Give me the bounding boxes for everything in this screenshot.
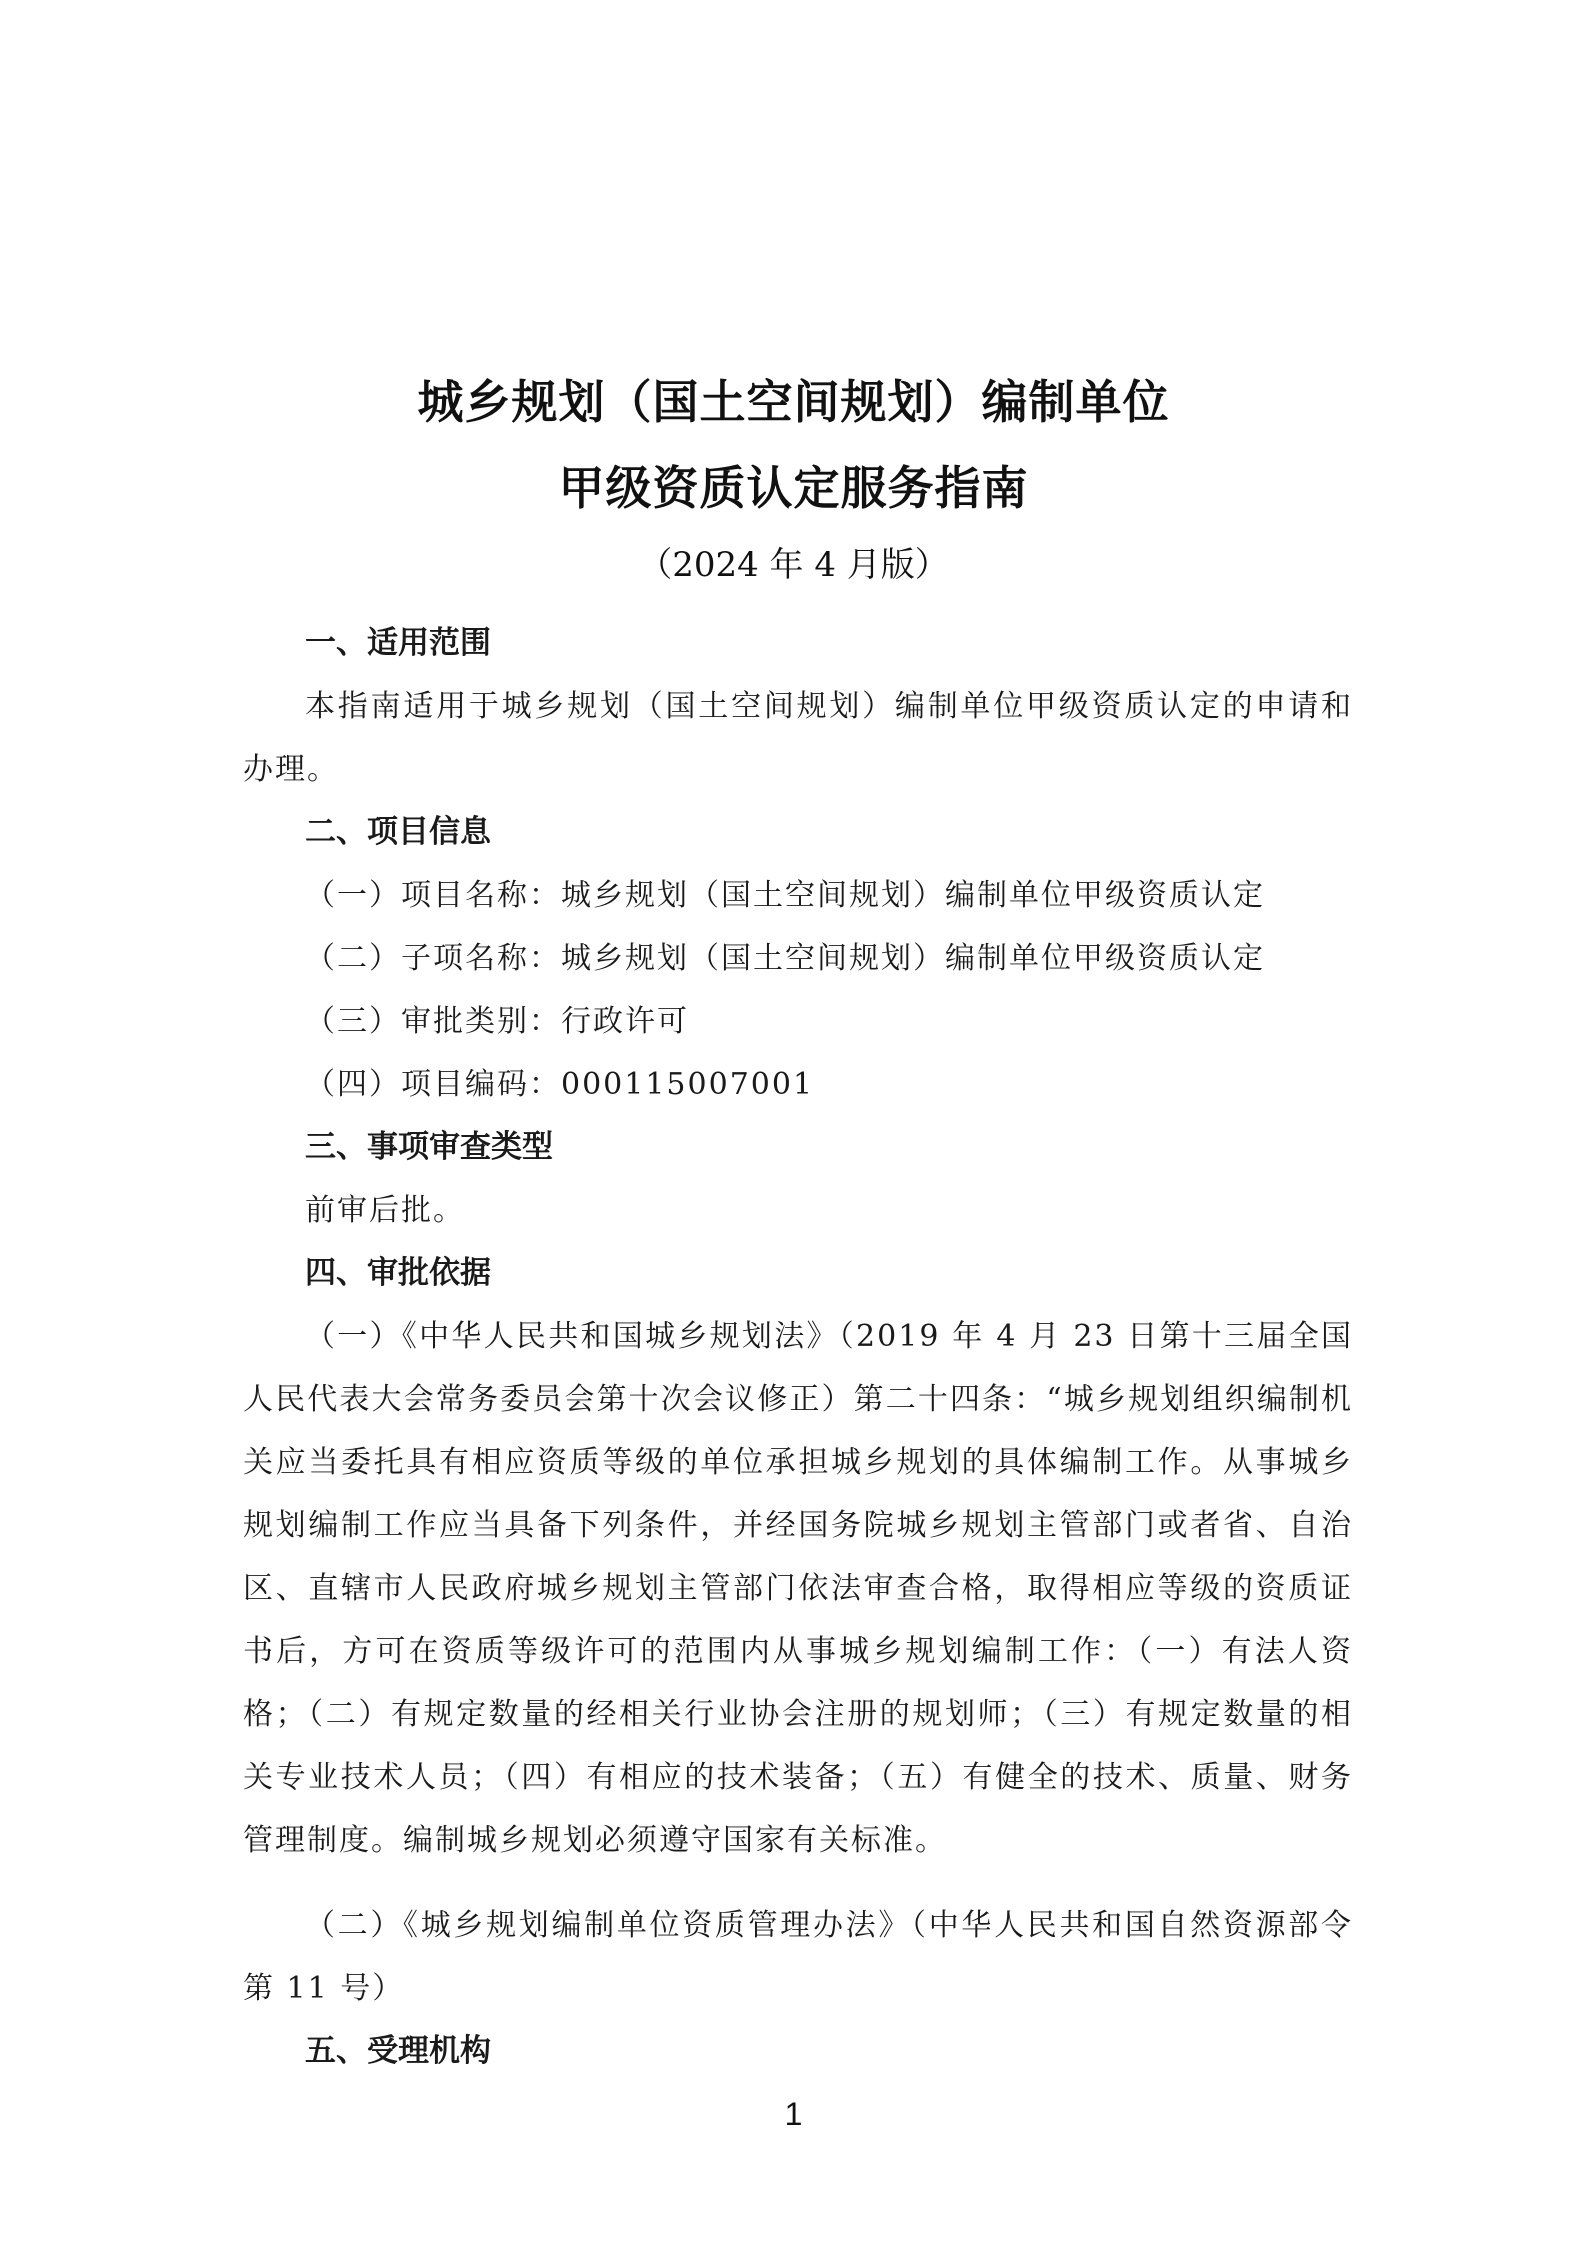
project-info-item: （二）子项名称：城乡规划（国土空间规划）编制单位甲级资质认定 — [305, 941, 1265, 976]
project-info-item: （四）项目编码：000115007001 — [305, 1067, 815, 1102]
section-heading-agency: 五、受理机构 — [305, 2033, 491, 2069]
document-title-line1: 城乡规划（国土空间规划）编制单位 — [417, 375, 1170, 429]
section-heading-scope: 一、适用范围 — [305, 625, 491, 661]
basis-paragraph-2: （二）《城乡规划编制单位资质管理办法》（中华人民共和国自然资源部令第 11 号） — [243, 1908, 1353, 2006]
basis-paragraph-1: （一）《中华人民共和国城乡规划法》（2019 年 4 月 23 日第十三届全国人民代表大会常务委员会第十次会议修正）第二十四条：“城乡规划组织编制机关应当委托具有相应资质等级的单位承担城乡规划的具体编制工作。从事城乡规划编制工作应当具备下列条件，并经国务院城乡规划主管部门或者省、自治区、直辖市人民政府城乡规划主管部门依法审查合格，取得相应等级的资质证书后，方可在资质等级许可的范围内从事城乡规划编制工作：（一）有法人资格；（二）有规定数量的经相关行业协会注册的规划师；（三）有规定数量的相关专业技术人员；（四）有相应的技术装备；（五）有健全的技术、质量、财务管理制度。编制城乡规划必须遵守国家有关标准。 — [243, 1319, 1353, 1858]
document-body — [243, 612, 1353, 2083]
section-heading-project-info: 二、项目信息 — [305, 814, 491, 850]
project-info-item: （一）项目名称：城乡规划（国土空间规划）编制单位甲级资质认定 — [305, 878, 1265, 913]
section-heading-review-type: 三、事项审查类型 — [305, 1129, 553, 1165]
paragraph-gap — [243, 1872, 1353, 1894]
project-info-item: （三）审批类别：行政许可 — [305, 1004, 689, 1039]
section-heading-basis: 四、审批依据 — [305, 1255, 491, 1291]
page-number: 1 — [784, 2096, 803, 2132]
review-type-text: 前审后批。 — [305, 1193, 465, 1228]
document-edition: （2024 年 4 月版） — [638, 545, 949, 585]
scope-text: 本指南适用于城乡规划（国土空间规划）编制单位甲级资质认定的申请和办理。 — [243, 689, 1353, 787]
document-title-line2: 甲级资质认定服务指南 — [558, 461, 1029, 515]
